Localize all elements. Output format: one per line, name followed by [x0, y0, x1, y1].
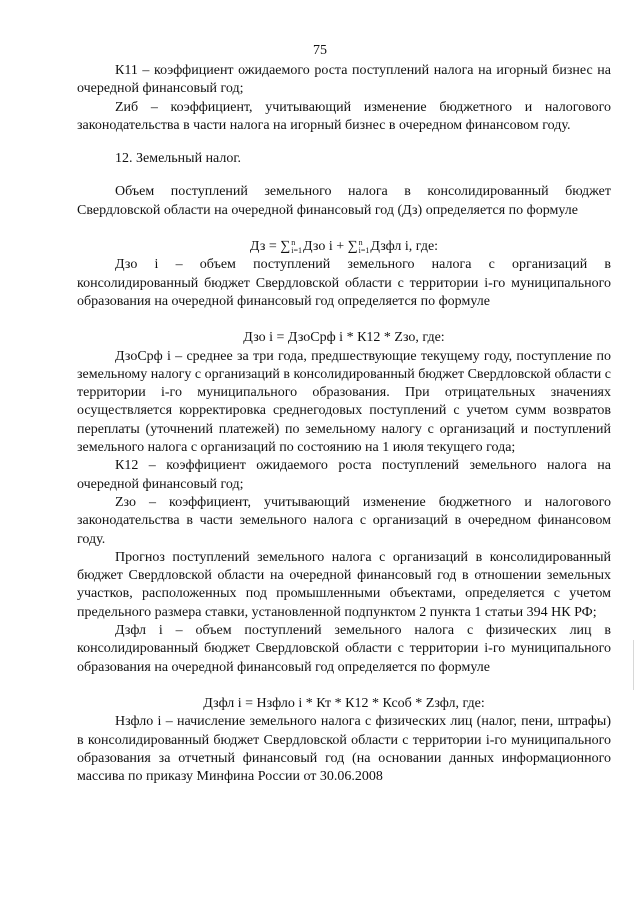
spacer — [77, 677, 611, 695]
spacer — [77, 220, 611, 238]
spacer — [77, 135, 611, 150]
sum-limits — [291, 239, 302, 255]
sum-operator — [280, 238, 303, 256]
sum-lower-limit: i=1 — [291, 245, 302, 255]
formula-dzfl: Дзфл i = Нзфло i * Кт * К12 * Ксоб * Zзфл, где: — [203, 695, 485, 711]
spacer — [77, 168, 611, 183]
page-body — [77, 62, 611, 786]
sum-upper-limit: n — [291, 237, 296, 247]
sum-limits — [359, 239, 370, 255]
spacer — [77, 311, 611, 329]
formula-dz-term1: Дзо i — [302, 239, 333, 255]
formula-dz-tail: , где: — [408, 239, 439, 255]
paragraph-nzflo-definition: Нзфло i – начисление земельного налога с физических лиц (налог, пени, штрафы) в консолидированный бюджет Свердловской области с территории i-го муниципального образования за отчетный финансовый год (на основании данных информационного массива по приказу Минфина России от 30.06.2008 — [77, 714, 611, 785]
paragraph-k12-definition: К12 – коэффициент ожидаемого роста поступлений земельного налога на очередной финансовый год; — [77, 458, 611, 492]
section-heading: 12. Земельный налог. — [115, 151, 242, 167]
paragraph-zib: Zиб – коэффициент, учитывающий изменение бюджетного и налогового законодательства в части налога на игорный бизнес в очередном финансовом году. — [77, 99, 611, 133]
sigma-symbol: ∑ — [280, 239, 291, 255]
paragraph-dzosrf-definition: ДзоСрф i – среднее за три года, предшествующие текущему году, поступление по земельному налогу с организаций в консолидированный бюджет Свердловской области с территории i-го муниципального образования. При отрицательных значениях осуществляется корректировка среднегодовых поступлений с учетом сумм возвратов переплаты (уточнений платежей) по земельному налогу с организаций и поступлений земельного налога с организаций по состоянию на 1 июля текущего года; — [77, 348, 611, 456]
sum-upper-limit: n — [358, 237, 363, 247]
paragraph-intro: Объем поступлений земельного налога в консолидированный бюджет Свердловской области на очередной финансовый год (Дз) определяется по формуле — [77, 184, 611, 218]
formula-dz-lhs: Дз = — [249, 239, 281, 255]
formula-dz-term2: Дзфл i — [370, 239, 409, 255]
scan-edge-mark — [633, 640, 634, 690]
paragraph-k11: К11 – коэффициент ожидаемого роста поступлений налога на игорный бизнес на очередной финансовый год; — [77, 63, 611, 97]
paragraph-dzfl-definition: Дзфл i – объем поступлений земельного налога с физических лиц в консолидированный бюджет Свердловской области с территории i-го муниципального образования на очередной финансовый год определяется по формуле — [77, 623, 611, 675]
sigma-symbol: ∑ — [347, 239, 358, 255]
paragraph-zzo-definition: Zзо – коэффициент, учитывающий изменение бюджетного и налогового законодательства в части земельного налога с организаций в очередном финансовом году. — [77, 494, 611, 547]
sum-operator — [348, 238, 371, 256]
formula-dzo: Дзо i = ДзоСрф i * К12 * Zзо, где: — [243, 330, 445, 346]
sum-lower-limit: i=1 — [358, 245, 370, 255]
paragraph-dzo-definition: Дзо i – объем поступлений земельного налога с организаций в консолидированный бюджет Свердловской области с территории i-го муниципального образования на очередной финансовый год определяется по формуле — [77, 257, 611, 309]
formula-dz-plus: + — [332, 239, 348, 255]
page-number: 75 — [313, 43, 327, 58]
paragraph-prognoz: Прогноз поступлений земельного налога с организаций в консолидированный бюджет Свердловской области на очередной финансовый год в отношении земельных участков, расположенных под промышленными объектами, определяется с учетом предельного размера ставки, установленной подпунктом 2 пункта 1 статьи 394 НК РФ; — [77, 549, 611, 620]
formula-dz — [77, 238, 611, 256]
